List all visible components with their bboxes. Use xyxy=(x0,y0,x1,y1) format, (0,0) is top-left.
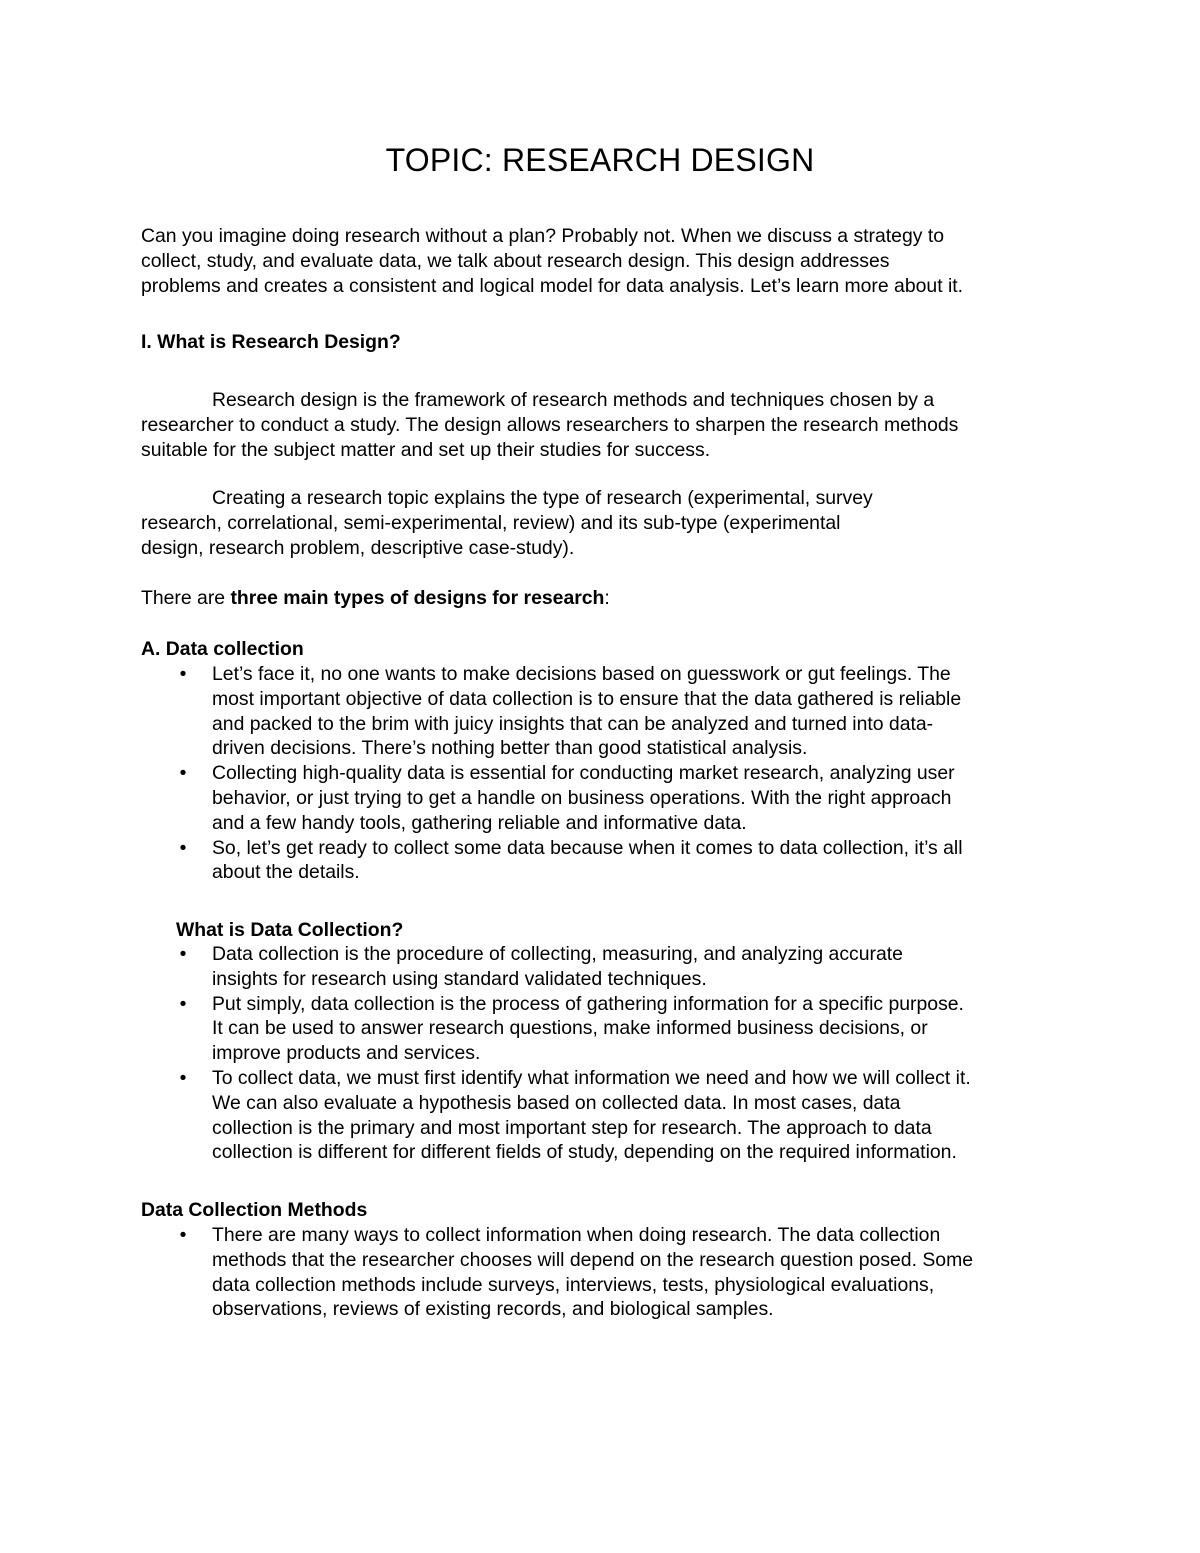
bullet-icon: • xyxy=(179,992,187,1015)
bullet-icon: • xyxy=(179,943,187,965)
list-item-line: behavior, or just trying to get a handle on business operations. With the right approach xyxy=(212,786,952,809)
paragraph-line: suitable for the subject matter and set up their studies for success. xyxy=(141,438,711,461)
list-item-line: and a few handy tools, gathering reliable and informative data. xyxy=(212,811,747,834)
paragraph-line: research, correlational, semi-experimental, review) and its sub-type (experimental xyxy=(141,511,841,534)
list-item-line: data collection methods include surveys, interviews, tests, physiological evaluations, xyxy=(212,1273,935,1296)
list-item-line: methods that the researcher chooses will depend on the research question posed. Some xyxy=(212,1248,974,1271)
list-item-line: To collect data, we must first identify what information we need and how we will collect it. xyxy=(212,1066,971,1089)
bullet-icon: • xyxy=(179,1066,187,1089)
section-heading-data-collection: A. Data collection xyxy=(141,638,304,660)
list-item xyxy=(141,662,1101,761)
list-item-line: There are many ways to collect information when doing research. The data collection xyxy=(212,1224,941,1246)
list-item-line: insights for research using standard validated techniques. xyxy=(212,967,707,990)
list-item-line: Collecting high-quality data is essential for conducting market research, analyzing user xyxy=(212,762,955,785)
list-item-line: most important objective of data collection is to ensure that the data gathered is reliable xyxy=(212,687,962,710)
types-sentence-prefix: There are xyxy=(141,587,231,609)
list-item-line: We can also evaluate a hypothesis based on collected data. In most cases, data xyxy=(212,1091,901,1114)
list-item xyxy=(141,1066,1101,1165)
data-collection-bullet-list xyxy=(141,662,1101,885)
list-item-line: improve products and services. xyxy=(212,1042,481,1065)
list-item-line: observations, reviews of existing records, and biological samples. xyxy=(212,1298,774,1321)
list-item-line: It can be used to answer research questions, make informed business decisions, or xyxy=(212,1017,928,1040)
section-heading-what-is-research-design: I. What is Research Design? xyxy=(141,331,401,353)
list-item xyxy=(141,942,1101,992)
list-item-line: and packed to the brim with juicy insights that can be analyzed and turned into data- xyxy=(212,712,934,735)
intro-line: problems and creates a consistent and logical model for data analysis. Let’s learn more about it. xyxy=(141,274,964,297)
list-item-line: So, let’s get ready to collect some data because when it comes to data collection, it’s all xyxy=(212,836,963,859)
list-item xyxy=(141,836,1101,886)
bullet-icon: • xyxy=(179,762,187,785)
paragraph-line: Creating a research topic explains the type of research (experimental, survey xyxy=(212,487,873,509)
page-title: TOPIC: RESEARCH DESIGN xyxy=(385,142,815,178)
intro-paragraph xyxy=(141,224,1081,298)
list-item xyxy=(141,992,1101,1066)
types-sentence-emphasis: three main types of designs for research xyxy=(230,587,605,609)
types-sentence xyxy=(141,586,610,611)
paragraph-line: Research design is the framework of research methods and techniques chosen by a xyxy=(212,389,935,411)
list-item-line: collection is different for different fields of study, depending on the required information. xyxy=(212,1141,957,1164)
data-collection-methods-bullet-list xyxy=(141,1223,1101,1322)
bullet-icon: • xyxy=(179,663,187,685)
paragraph-line: researcher to conduct a study. The design allows researchers to sharpen the research methods xyxy=(141,413,959,436)
bullet-icon: • xyxy=(179,1224,187,1246)
list-item-line: Let’s face it, no one wants to make decisions based on guesswork or gut feelings. The xyxy=(212,663,951,685)
list-item-line: driven decisions. There’s nothing better than good statistical analysis. xyxy=(212,737,808,760)
types-sentence-suffix: : xyxy=(604,587,610,609)
paragraph-line: design, research problem, descriptive case-study). xyxy=(141,536,575,559)
subheading-what-is-data-collection: What is Data Collection? xyxy=(176,919,404,941)
bullet-icon: • xyxy=(179,836,187,859)
list-item-line: Data collection is the procedure of collecting, measuring, and analyzing accurate xyxy=(212,943,903,965)
list-item-line: Put simply, data collection is the process of gathering information for a specific purpose. xyxy=(212,992,964,1015)
list-item-line: about the details. xyxy=(212,861,360,884)
list-item xyxy=(141,761,1101,835)
intro-line: Can you imagine doing research without a plan? Probably not. When we discuss a strategy to xyxy=(141,225,945,247)
list-item-line: collection is the primary and most important step for research. The approach to data xyxy=(212,1116,932,1139)
intro-line: collect, study, and evaluate data, we talk about research design. This design addresses xyxy=(141,249,890,272)
research-design-definition-paragraph xyxy=(141,388,1081,462)
research-topic-paragraph xyxy=(141,486,1081,560)
list-item xyxy=(141,1223,1101,1322)
what-is-data-collection-bullet-list xyxy=(141,942,1101,1165)
section-heading-data-collection-methods: Data Collection Methods xyxy=(141,1199,368,1221)
